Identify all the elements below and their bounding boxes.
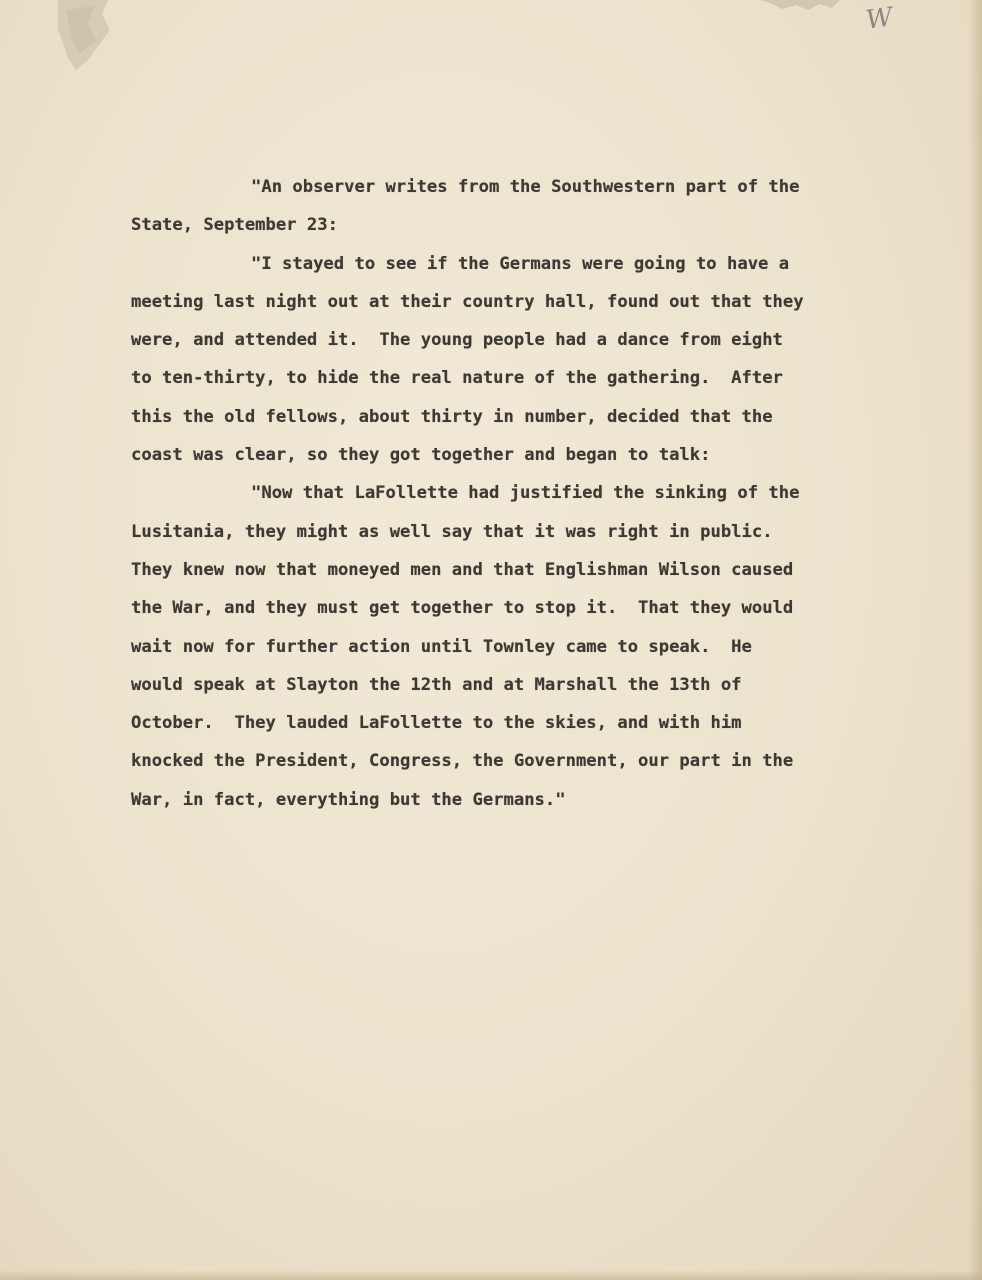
- text-line: Lusitania, they might as well say that it was right in public.: [131, 521, 773, 542]
- text-line: this the old fellows, about thirty in number, decided that the: [131, 406, 773, 427]
- text-line: State, September 23:: [131, 215, 338, 236]
- text-line: "I stayed to see if the Germans were going to have a: [251, 253, 790, 274]
- text-line: the War, and they must get together to stop it. That they would: [131, 598, 794, 619]
- pencil-annotation: W: [864, 2, 896, 36]
- text-line: wait now for further action until Townley came to speak. He: [131, 636, 752, 657]
- text-line: "An observer writes from the Southwestern part of the: [251, 177, 800, 197]
- page-edge-bottom: [0, 1270, 982, 1280]
- text-line: October. They lauded LaFollette to the skies, and with him: [131, 713, 742, 734]
- text-line: knocked the President, Congress, the Government, our part in the: [131, 751, 794, 772]
- top-tear: [760, 0, 840, 14]
- text-line: War, in fact, everything but the Germans.": [131, 789, 566, 810]
- torn-corner: [58, 0, 118, 90]
- text-line: "Now that LaFollette had justified the sinking of the: [251, 483, 800, 504]
- text-line: They knew now that moneyed men and that Englishman Wilson caused: [131, 559, 794, 580]
- text-line: to ten-thirty, to hide the real nature of the gathering. After: [131, 368, 783, 389]
- text-line: coast was clear, so they got together and began to talk:: [131, 445, 711, 466]
- text-line: were, and attended it. The young people had a dance from eight: [131, 330, 783, 351]
- typed-text: [131, 168, 901, 819]
- text-line: would speak at Slayton the 12th and at Marshall the 13th of: [131, 674, 742, 695]
- text-line: meeting last night out at their country hall, found out that they: [131, 291, 804, 312]
- page-edge-right: [968, 0, 982, 1280]
